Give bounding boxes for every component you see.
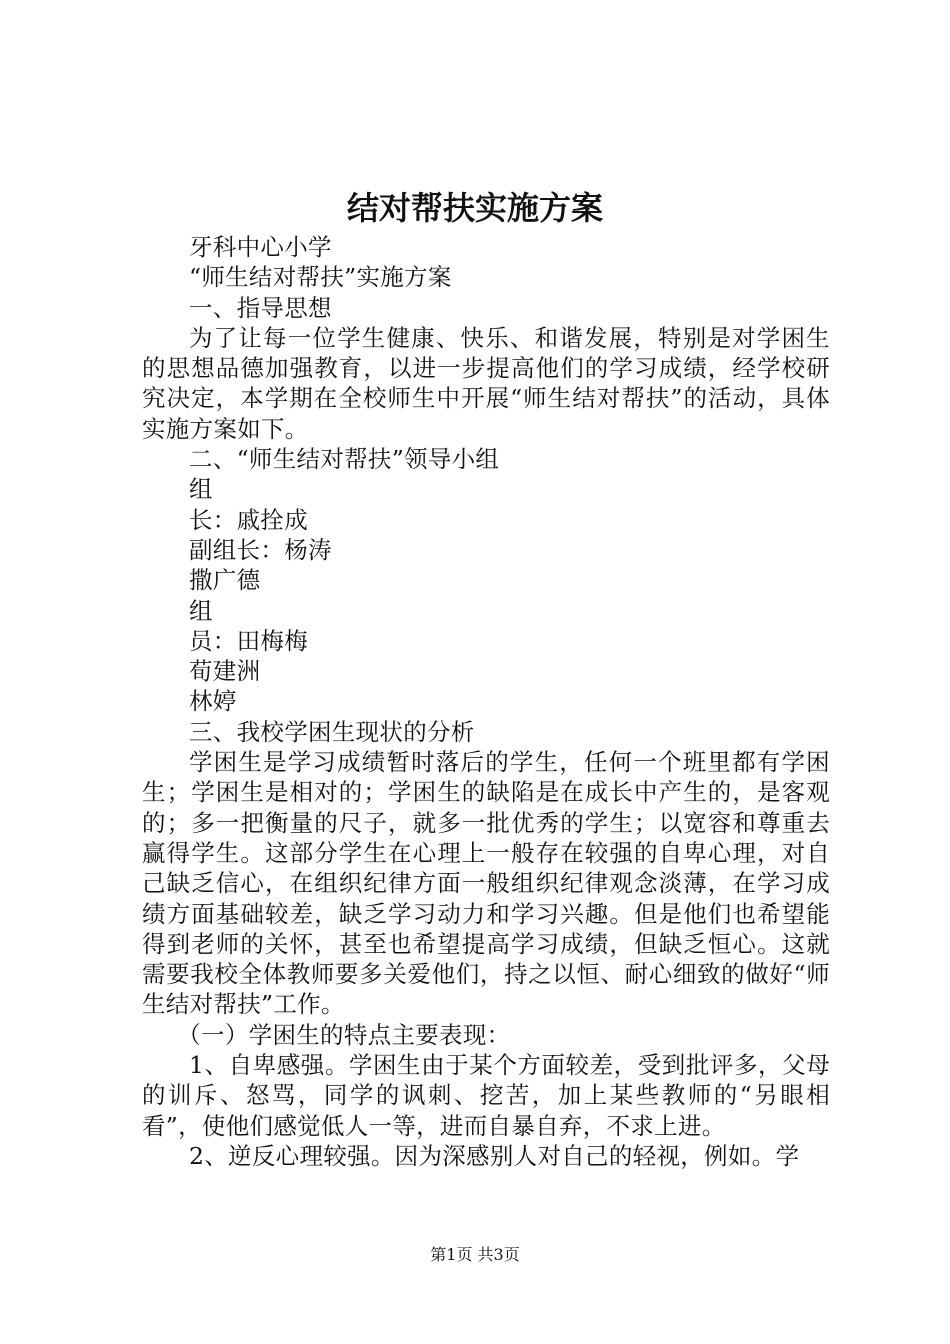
members-label-part: 组 <box>189 596 213 625</box>
paragraph-analysis: 学困生是学习成绩暂时落后的学生，任何一个班里都有学困生；学困生是相对的；学困生的缺陷是在成长中产生的，是客观的；多一把衡量的尺子，就多一批优秀的学生；以宽容和尊重去赢得学生。这部分学生在心理上一般存在较强的自卑心理，对自己缺乏信心，在组织纪律方面一般组织纪律观念淡薄，在学习成绩方面基础较差，缺乏学习动力和学习兴趣。但是他们也希望能得到老师的关怀，甚至也希望提高学习成绩，但缺乏恒心。这就需要我校全体教师要多关爱他们，持之以恒、耐心细致的做好“师生结对帮扶”工作。 <box>142 748 830 1019</box>
plan-subtitle: “师生结对帮扶”实施方案 <box>189 263 452 292</box>
group-leader-line: 长：戚拴成 <box>189 505 308 534</box>
school-name: 牙科中心小学 <box>189 233 332 261</box>
document-body <box>142 232 830 1171</box>
section-heading-analysis: 三、我校学困生现状的分析 <box>189 717 475 746</box>
section-heading-guiding-ideology: 一、指导思想 <box>189 293 332 322</box>
section-heading-leadership-group: 二、“师生结对帮扶”领导小组 <box>189 445 500 474</box>
document-title: 结对帮扶实施方案 <box>346 189 603 227</box>
member-name: 林婷 <box>189 687 237 716</box>
deputy-leader-line: 副组长：杨涛 <box>189 535 332 564</box>
members-line: 员：田梅梅 <box>189 626 308 655</box>
deputy-leader-second: 撒广德 <box>189 566 261 595</box>
page-footer: 第1页 共3页 <box>430 1245 520 1264</box>
subsection-heading-characteristics: （一）学困生的特点主要表现： <box>177 1020 511 1049</box>
paragraph-guiding-ideology: 为了让每一位学生健康、快乐、和谐发展，特别是对学困生的思想品德加强教育，以进一步提高他们的学习成绩，经学校研究决定，本学期在全校师生中开展“师生结对帮扶”的活动，具体实施方案如下。 <box>142 323 830 443</box>
member-name: 荀建洲 <box>189 657 261 686</box>
list-item-inferiority: 1、自卑感强。学困生由于某个方面较差，受到批评多，父母的训斥、怒骂，同学的讽刺、挖苦，加上某些教师的“另眼相看”，使他们感觉低人一等，进而自暴自弃，不求上进。 <box>142 1051 830 1140</box>
group-leader-label-part: 组 <box>189 475 213 504</box>
list-item-rebellious: 2、逆反心理较强。因为深感别人对自己的轻视，例如。学 <box>189 1141 800 1170</box>
